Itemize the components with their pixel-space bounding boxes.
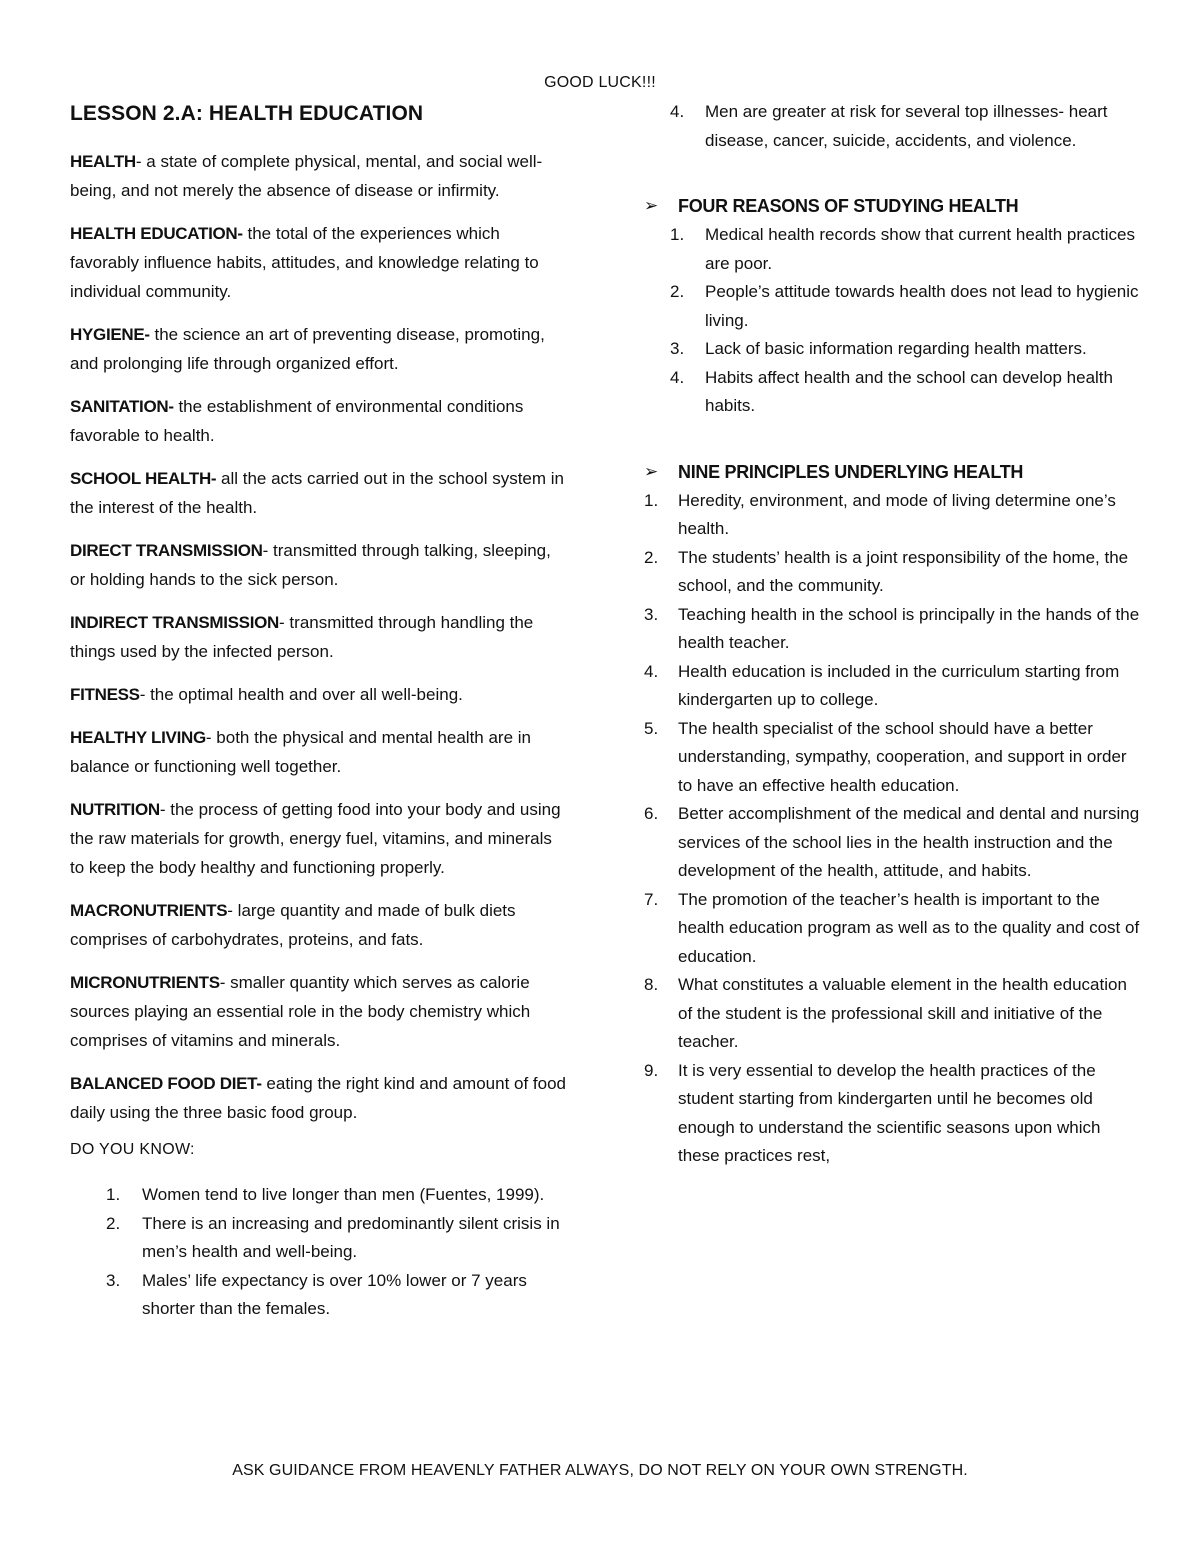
list-item [640, 1057, 1140, 1171]
list-item [640, 715, 1140, 801]
term-definition: the science an art of preventing disease, promoting, and prolonging life through organized effort. [70, 325, 545, 373]
list-item [640, 335, 1140, 364]
do-you-know-list-continued [640, 98, 1140, 155]
term-label: MICRONUTRIENTS [70, 973, 220, 992]
term-definition: - the process of getting food into your body and using the raw materials for growth, energy fuel, vitamins, and minerals to keep the body healthy and functioning properly. [70, 800, 561, 877]
list-text: Heredity, environment, and mode of living determine one’s health. [678, 490, 1116, 538]
page-header: GOOD LUCK!!! [544, 74, 656, 91]
term-label: NUTRITION [70, 800, 160, 819]
list-item [70, 1181, 570, 1210]
definition-health [70, 147, 570, 205]
list-number: 4. [670, 367, 685, 387]
term-definition: - transmitted through handling the things used by the infected person. [70, 613, 534, 661]
list-number: 2. [670, 282, 685, 301]
definition-macronutrients [70, 896, 570, 954]
list-number: 8. [644, 975, 659, 994]
list-item [640, 544, 1140, 601]
definition-micronutrients [70, 968, 570, 1055]
list-text: Women tend to live longer than men (Fuentes, 1999). [142, 1185, 545, 1204]
list-number: 9. [644, 1060, 659, 1080]
term-definition: - the optimal health and over all well-being. [139, 685, 463, 704]
list-number: 3. [670, 339, 685, 358]
list-item [640, 971, 1140, 1057]
list-text: The students’ health is a joint responsibility of the home, the school, and the community. [678, 547, 1129, 595]
section-heading-text: NINE PRINCIPLES UNDERLYING HEALTH [678, 461, 1024, 482]
term-label: FITNESS [70, 685, 140, 704]
list-item [640, 98, 1140, 155]
term-label: MACRONUTRIENTS [70, 901, 228, 920]
list-text: The promotion of the teacher’s health is important to the health education program as well as to the quality and cost of education. [678, 889, 1140, 966]
term-label: HEALTH EDUCATION- [70, 224, 243, 243]
list-text: Males’ life expectancy is over 10% lower or 7 years shorter than the females. [142, 1270, 527, 1318]
do-you-know-list [70, 1181, 570, 1324]
term-label: INDIRECT TRANSMISSION [70, 613, 280, 632]
definition-school-health [70, 464, 570, 522]
list-text: Teaching health in the school is principally in the hands of the health teacher. [678, 604, 1140, 652]
list-item [640, 364, 1140, 421]
list-item [640, 886, 1140, 972]
list-number: 2. [644, 547, 659, 567]
nine-principles-heading [640, 457, 1140, 487]
list-number: 3. [644, 604, 659, 624]
list-number: 4. [670, 102, 685, 121]
list-item [640, 601, 1140, 658]
list-text: Habits affect health and the school can develop health habits. [705, 367, 1113, 415]
list-item [70, 1267, 570, 1324]
list-text: Lack of basic information regarding health matters. [705, 339, 1087, 358]
list-text: Better accomplishment of the medical and dental and nursing services of the school lies in the health instruction and the development of the health, attitude, and habits. [678, 804, 1140, 880]
definition-hygiene [70, 320, 570, 378]
definition-health-education [70, 219, 570, 306]
term-definition: - smaller quantity which serves as calorie sources playing an essential role in the body chemistry which comprises of vitamins and minerals. [70, 973, 531, 1050]
four-reasons-heading [640, 191, 1140, 221]
list-text: People’s attitude towards health does not lead to hygienic living. [705, 282, 1139, 330]
do-you-know-heading: DO YOU KNOW: [70, 1141, 195, 1158]
list-item [640, 800, 1140, 886]
list-number: 2. [106, 1213, 121, 1233]
term-definition: - large quantity and made of bulk diets comprises of carbohydrates, proteins, and fats. [70, 901, 516, 949]
term-label: SANITATION- [70, 397, 174, 416]
definition-indirect-transmission [70, 608, 570, 666]
term-definition: all the acts carried out in the school system in the interest of the health. [70, 469, 565, 517]
arrow-bullet-icon: ➢ [644, 461, 658, 481]
term-label: HEALTHY LIVING [70, 728, 206, 747]
list-item [70, 1210, 570, 1267]
term-definition: the establishment of environmental conditions favorable to health. [70, 397, 524, 445]
term-label: BALANCED FOOD DIET- [70, 1074, 262, 1093]
four-reasons-list [640, 221, 1140, 421]
term-definition: the total of the experiences which favorably influence habits, attitudes, and knowledge relating to individual community. [70, 224, 539, 301]
list-number: 4. [644, 661, 659, 681]
definition-healthy-living [70, 723, 570, 781]
list-item [640, 278, 1140, 335]
definition-sanitation [70, 392, 570, 450]
term-label: SCHOOL HEALTH- [70, 469, 217, 488]
definition-balanced-food-diet [70, 1069, 570, 1127]
definition-nutrition [70, 795, 570, 882]
term-definition: - a state of complete physical, mental, and social well-being, and not merely the absence of disease or infirmity. [70, 152, 543, 200]
list-text: Medical health records show that current health practices are poor. [705, 225, 1135, 273]
list-text: There is an increasing and predominantly silent crisis in men’s health and well-being. [142, 1213, 560, 1261]
lesson-title: LESSON 2.A: HEALTH EDUCATION [70, 102, 424, 125]
definition-fitness [70, 680, 570, 709]
list-number: 3. [106, 1270, 121, 1290]
term-definition: - transmitted through talking, sleeping, or holding hands to the sick person. [70, 541, 551, 589]
list-text: Health education is included in the curriculum starting from kindergarten up to college. [678, 661, 1120, 709]
list-number: 1. [644, 490, 659, 510]
list-item [640, 487, 1140, 544]
list-text: It is very essential to develop the health practices of the student starting from kindergarten until he becomes old enough to understand the scientific seasons upon which these practices rest, [678, 1060, 1101, 1165]
list-text: Men are greater at risk for several top illnesses- heart disease, cancer, suicide, accidents, and violence. [705, 102, 1108, 150]
term-label: HEALTH [70, 152, 136, 171]
list-number: 6. [644, 804, 659, 823]
list-text: The health specialist of the school should have a better understanding, sympathy, cooperation, and support in order to have an effective health education. [678, 718, 1127, 795]
term-label: DIRECT TRANSMISSION [70, 541, 263, 560]
right-column [640, 98, 1140, 1171]
definition-direct-transmission [70, 536, 570, 594]
list-number: 7. [644, 889, 659, 909]
left-column [70, 98, 570, 1324]
section-heading-text: FOUR REASONS OF STUDYING HEALTH [678, 196, 1019, 216]
term-definition: - both the physical and mental health are in balance or functioning well together. [70, 728, 531, 776]
list-item [640, 658, 1140, 715]
list-number: 5. [644, 718, 659, 738]
list-number: 1. [670, 225, 685, 244]
nine-principles-list [640, 487, 1140, 1171]
page-footer: ASK GUIDANCE FROM HEAVENLY FATHER ALWAYS, DO NOT RELY ON YOUR OWN STRENGTH. [232, 1462, 968, 1479]
list-number: 1. [106, 1185, 121, 1204]
arrow-bullet-icon: ➢ [644, 196, 658, 215]
term-definition: eating the right kind and amount of food daily using the three basic food group. [70, 1074, 567, 1122]
term-label: HYGIENE- [70, 325, 150, 344]
list-text: What constitutes a valuable element in the health education of the student is the professional skill and initiative of the teacher. [678, 975, 1127, 1051]
list-item [640, 221, 1140, 278]
